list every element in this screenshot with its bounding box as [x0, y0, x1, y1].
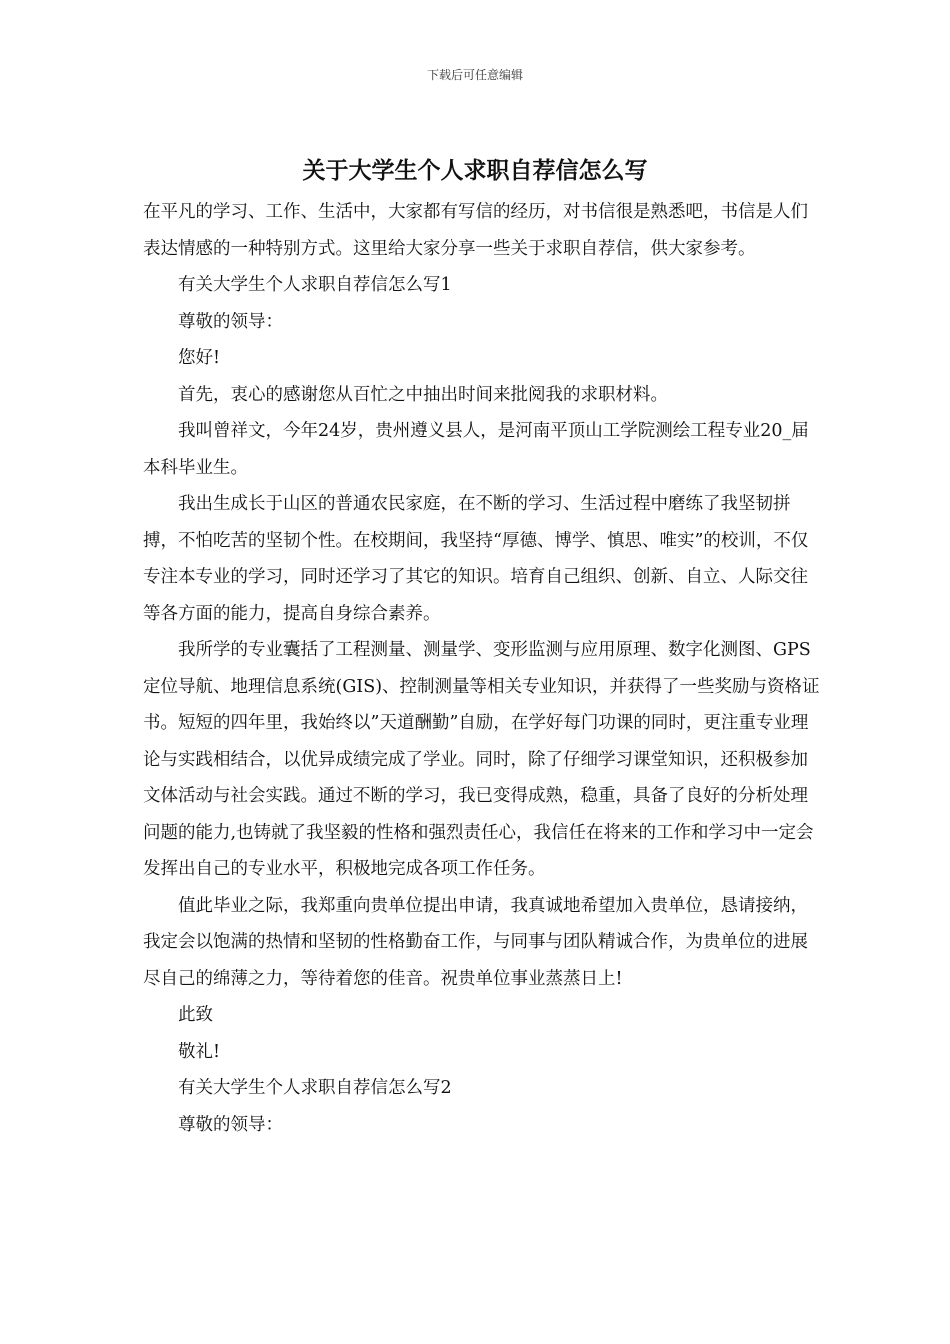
salutation: 尊敬的领导： — [178, 311, 283, 332]
section-heading-2: 有关大学生个人求职自荐信怎么写2 — [178, 1078, 452, 1098]
document-title: 关于大学生个人求职自荐信怎么写 — [302, 157, 648, 184]
intro-paragraph: 在平凡的学习、工作、生活中，大家都有写信的经历，对书信很是熟悉吧，书信是人们表达情感的一种特别方式。这里给大家分享一些关于求职自荐信，供大家参考。 — [143, 202, 808, 259]
body-paragraph: 我叫曾祥文，今年24岁，贵州遵义县人，是河南平顶山工学院测绘工程专业20_届本科毕业生。 — [143, 421, 809, 478]
closing-regards: 敬礼! — [178, 1041, 221, 1062]
body-paragraph: 值此毕业之际，我郑重向贵单位提出申请，我真诚地希望加入贵单位，恳请接纳，我定会以饱满的热情和坚韧的性格勤奋工作，与同事与团队精诚合作，为贵单位的进展尽自己的绵薄之力，等待着您的佳音。祝贵单位事业蒸蒸日上! — [143, 895, 808, 989]
greeting: 您好! — [178, 348, 221, 368]
header-note: 下载后可任意编辑 — [426, 68, 523, 82]
body-paragraph: 我所学的专业囊括了工程测量、测量学、变形监测与应用原理、数字化测图、GPS定位导航、地理信息系统(GIS)、控制测量等相关专业知识，并获得了一些奖励与资格证书。短短的四年里，我始终以”天道酬勤”自励，在学好每门功课的同时，更注重专业理论与实践相结合，以优异成绩完成了学业。同时，除了仔细学习课堂知识，还积极参加文体活动与社会实践。通过不断的学习，我已变得成熟，稳重，具备了良好的分析处理问题的能力,也铸就了我坚毅的性格和强烈责任心，我信任在将来的工作和学习中一定会发挥出自己的专业水平，积极地完成各项工作任务。 — [143, 640, 820, 879]
closing-line: 此致 — [178, 1005, 213, 1025]
body-paragraph: 首先，衷心的感谢您从百忙之中抽出时间来批阅我的求职材料。 — [178, 384, 668, 405]
section-heading-1: 有关大学生个人求职自荐信怎么写1 — [178, 275, 452, 295]
body-paragraph: 我出生成长于山区的普通农民家庭，在不断的学习、生活过程中磨练了我坚韧拼搏，不怕吃苦的坚韧个性。在校期间，我坚持“厚德、博学、慎思、唯实”的校训，不仅专注本专业的学习，同时还学习了其它的知识。培育自己组织、创新、自立、人际交往等各方面的能力，提高自身综合素养。 — [143, 494, 809, 624]
salutation: 尊敬的领导： — [178, 1114, 283, 1135]
document-body — [143, 194, 823, 1143]
